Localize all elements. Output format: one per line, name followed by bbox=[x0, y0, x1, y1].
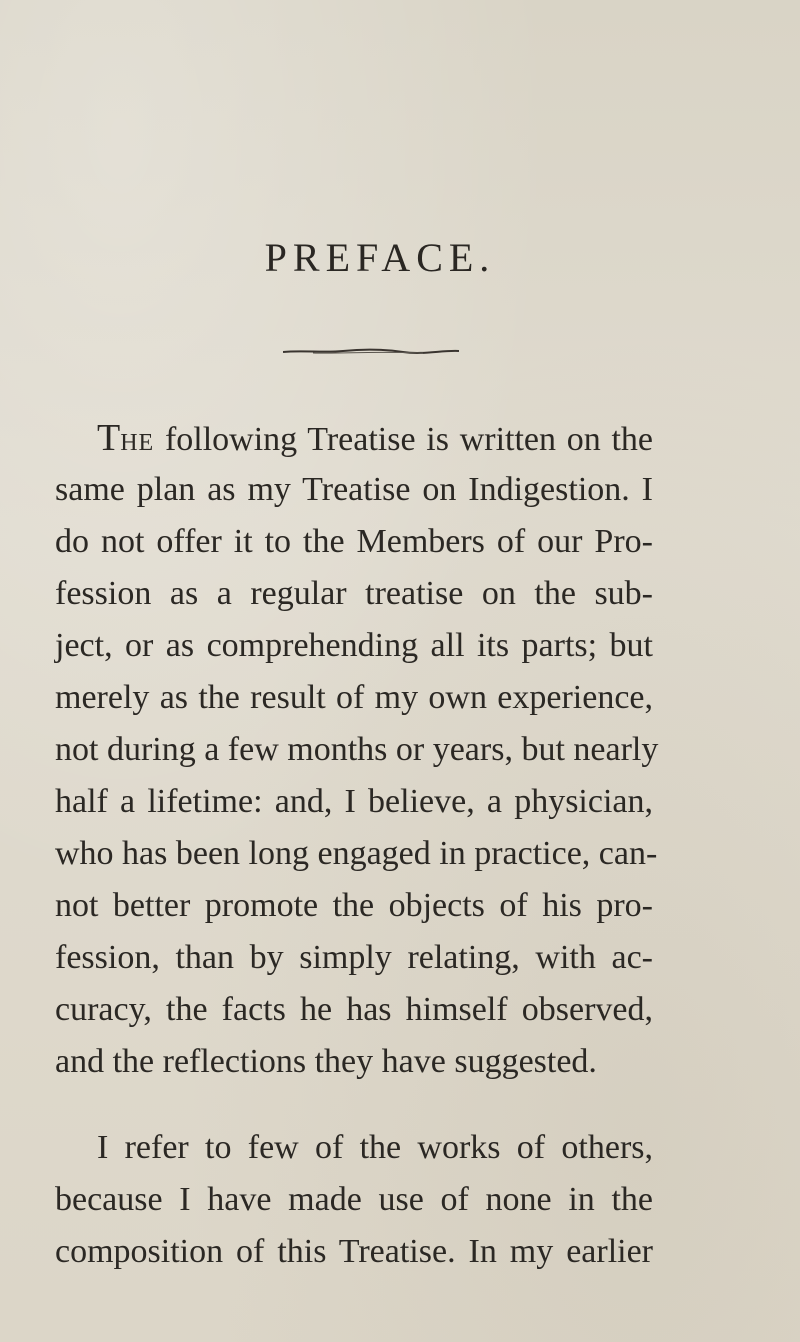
page-title: PREFACE. bbox=[264, 235, 496, 280]
small-caps: HE bbox=[120, 430, 155, 456]
text-line: because I have made use of none in the bbox=[55, 1181, 653, 1218]
text-line: curacy, the facts he has himself observed, bbox=[55, 991, 653, 1028]
text-line: ject, or as comprehending all its parts; but bbox=[55, 627, 653, 664]
text-line: fession as a regular treatise on the sub- bbox=[55, 575, 653, 612]
text-line: do not offer it to the Members of our Pro- bbox=[55, 523, 653, 560]
text-line: who has been long engaged in practice, can- bbox=[55, 835, 658, 872]
text-line: composition of this Treatise. In my earlier bbox=[55, 1233, 653, 1270]
title-rule bbox=[283, 345, 459, 357]
text-line: merely as the result of my own experience, bbox=[55, 679, 653, 716]
text-line: not during a few months or years, but nearly bbox=[55, 731, 659, 768]
drop-cap: T bbox=[97, 417, 121, 459]
text-line: same plan as my Treatise on Indigestion. I bbox=[55, 471, 653, 508]
text-line: not better promote the objects of his pro- bbox=[55, 887, 653, 924]
text-line bbox=[97, 418, 653, 463]
line-text: following Treatise is written on the bbox=[154, 421, 653, 458]
text-line: fession, than by simply relating, with ac- bbox=[55, 939, 653, 976]
text-line: I refer to few of the works of others, bbox=[97, 1129, 653, 1166]
text-line: half a lifetime: and, I believe, a physician, bbox=[55, 783, 653, 820]
text-line: and the reflections they have suggested. bbox=[55, 1043, 597, 1080]
